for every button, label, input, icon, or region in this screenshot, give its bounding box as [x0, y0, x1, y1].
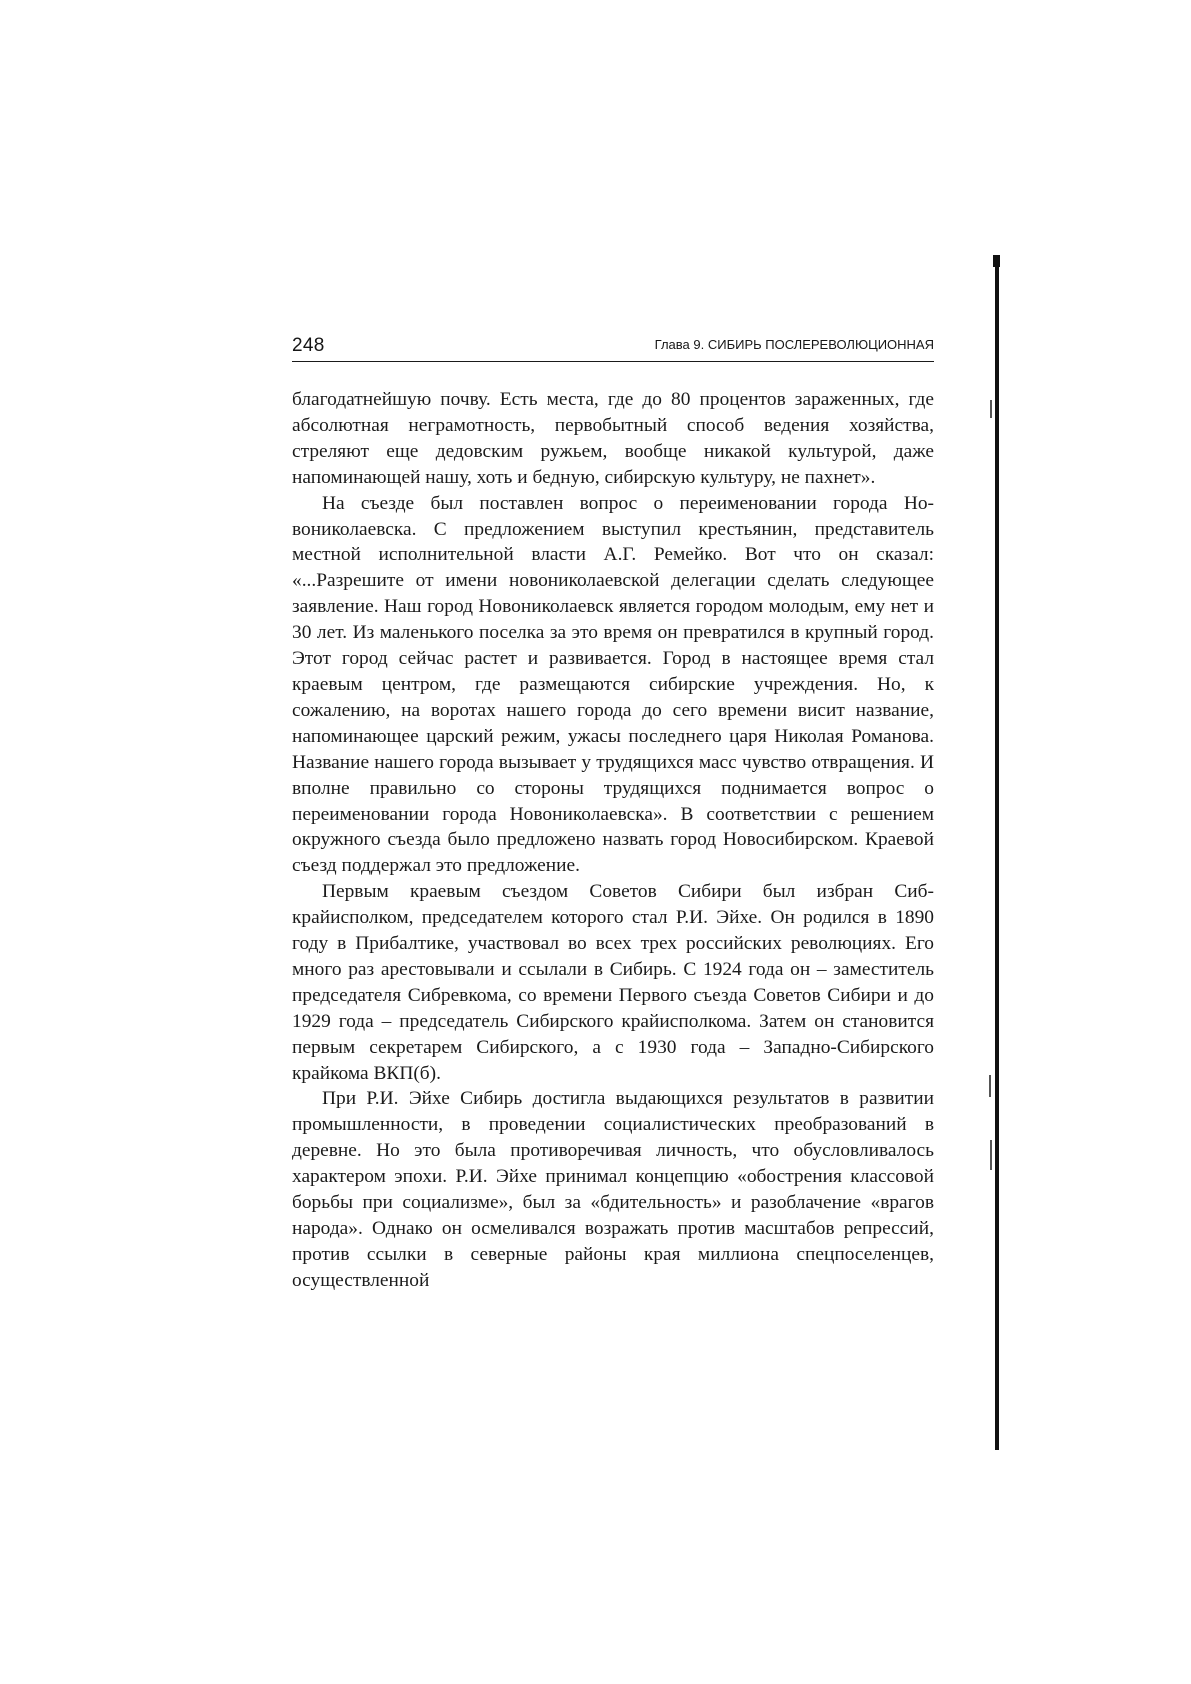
page-number: 248	[292, 335, 325, 356]
page-binding-edge	[995, 255, 999, 1450]
body-text	[292, 387, 934, 1294]
scan-speck	[990, 1140, 992, 1170]
paragraph-eikhe-biography: Первым краевым съездом Советов Сибири был избран Сибкрайисполком, председателем которого стал Р.И. Эйхе. Он родился в 1890 году в Прибалтике, участвовал во всех трех российских революциях. Его много раз арестовывали и ссылали в Сибирь. С 1924 года он – заместитель председателя Сибревкома, со времени Первого съезда Советов Сибири и до 1929 года – председатель Сибирского крайисполкома. Затем он становится первым секретарем Сибирского, а с 1930 года – Западно-Сибирского крайкома ВКП(б).	[292, 881, 934, 1084]
paragraph-renaming-novonikolaevsk: На съезде был поставлен вопрос о переименовании города Новониколаевска. С предложением выступил крестьянин, представитель местной исполнительной власти А.Г. Ремейко. Вот что он сказал: «...Разрешите от имени новониколаевской делегации сделать следующее заявление. Наш город Новониколаевск является городом молодым, ему нет и 30 лет. Из маленького поселка за это время он превратился в крупный город. Этот город сейчас растет и развивается. Город в настоящее время стал краевым центром, где размещаются сибирские учреждения. Но, к сожалению, на воротах нашего города до сего времени висит название, напоминающее царский режим, ужасы последнего царя Николая Романова. Название нашего города вызывает у трудящихся масс чувство отвращения. И вполне правильно со стороны трудящихся поднимается вопрос о переименовании города Новониколаевска». В соответствии с решением окружного съезда было предложено назвать город Новосибирском. Краевой съезд поддержал это предложение.	[292, 492, 934, 877]
paragraph-eikhe-achievements: При Р.И. Эйхе Сибирь достигла выдающихся результатов в развитии промышленности, в проведении социалистических преобразований в деревне. Но это была противоречивая личность, что обусловливалось характером эпохи. Р.И. Эйхе принимал концепцию «обострения классовой борьбы при социализме», был за «бдительность» и разоблачение «врагов народа». Однако он осмеливался возражать против масштабов репрессий, против ссылки в северные районы края миллиона спецпоселенцев, осуществленной	[292, 1088, 934, 1291]
paragraph-continued: благодатнейшую почву. Есть места, где до 80 процентов зараженных, где абсолютная неграмотность, первобытный способ ведения хозяйства, стреляют еще дедовским ружьем, вообще никакой культурой, даже напоминающей нашу, хоть и бедную, сибирскую культуру, не пахнет».	[292, 389, 934, 488]
running-head	[292, 335, 934, 362]
scan-speck	[989, 1075, 991, 1097]
scan-speck	[990, 400, 992, 418]
chapter-title: Глава 9. СИБИРЬ ПОСЛЕРЕВОЛЮЦИОННАЯ	[654, 337, 934, 352]
